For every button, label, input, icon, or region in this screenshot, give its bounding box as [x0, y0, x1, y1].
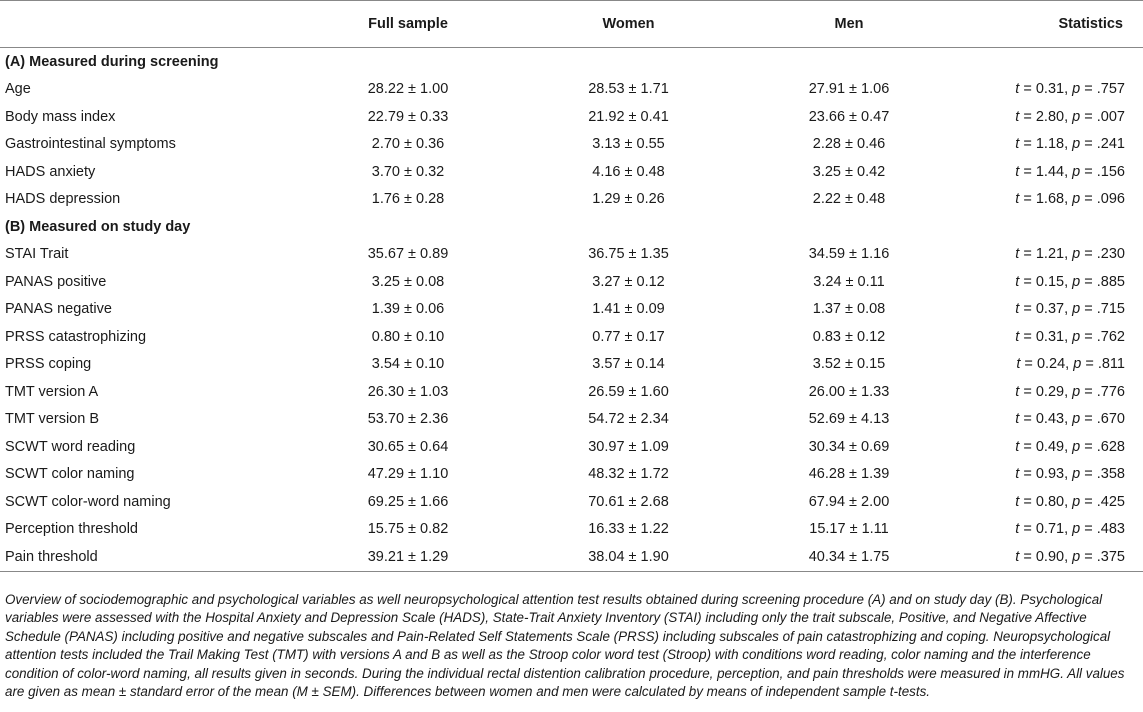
women-value: 28.53 ± 1.71 — [588, 81, 669, 98]
men-value: 2.22 ± 0.48 — [812, 191, 886, 208]
row-label: TMT version A — [5, 383, 99, 400]
women-value: 36.75 ± 1.35 — [588, 246, 669, 263]
men-value: 46.28 ± 1.39 — [808, 466, 890, 483]
table-row — [0, 351, 1143, 379]
header-women: Women — [518, 1, 739, 48]
section-row — [0, 213, 1143, 241]
row-label: TMT version B — [5, 411, 100, 428]
men-value: 26.00 ± 1.33 — [808, 383, 890, 400]
table-row — [0, 241, 1143, 269]
women-value: 3.13 ± 0.55 — [592, 136, 665, 153]
row-label: Perception threshold — [5, 521, 138, 538]
women-value: 21.92 ± 0.41 — [588, 108, 669, 125]
table-row — [0, 461, 1143, 489]
statistics-value: t = 0.43, p = .670 — [1015, 411, 1125, 428]
section-title: (A) Measured during screening — [5, 53, 219, 70]
row-label: PRSS coping — [5, 356, 92, 373]
t-value: 0.15 — [1035, 273, 1065, 290]
table-row — [0, 158, 1143, 186]
women-value: 70.61 ± 2.68 — [588, 493, 669, 510]
t-value: 1.44 — [1035, 163, 1065, 180]
men-value: 52.69 ± 4.13 — [808, 411, 890, 428]
full-sample-value: 3.70 ± 0.32 — [371, 163, 445, 180]
men-value: 1.37 ± 0.08 — [812, 301, 886, 318]
full-sample-value: 0.80 ± 0.10 — [371, 328, 445, 345]
p-value: .670 — [1096, 411, 1125, 428]
t-value: 0.49 — [1035, 438, 1065, 455]
t-value: 1.68 — [1035, 191, 1065, 208]
p-value: .811 — [1097, 356, 1125, 373]
row-label: Pain threshold — [0, 543, 298, 571]
t-value: 0.90 — [1035, 548, 1065, 565]
women-value: 3.57 ± 0.14 — [592, 356, 665, 373]
men-value: 0.83 ± 0.12 — [812, 328, 886, 345]
t-value: 2.80 — [1035, 108, 1065, 125]
t-value: 0.31 — [1035, 81, 1065, 98]
statistics-value: t = 0.90, p = .375 — [959, 543, 1143, 571]
full-sample-value: 47.29 ± 1.10 — [367, 466, 449, 483]
table-row — [0, 268, 1143, 296]
statistics-value: t = 1.68, p = .096 — [1015, 191, 1125, 208]
men-value: 23.66 ± 0.47 — [808, 108, 890, 125]
full-sample-value: 30.65 ± 0.64 — [367, 438, 449, 455]
t-value: 0.37 — [1035, 301, 1065, 318]
men-value: 40.34 ± 1.75 — [739, 543, 959, 571]
header-statistics: Statistics — [959, 1, 1143, 48]
row-label: HADS anxiety — [5, 163, 96, 180]
full-sample-value: 26.30 ± 1.03 — [367, 383, 449, 400]
men-value: 67.94 ± 2.00 — [808, 493, 890, 510]
full-sample-value: 3.54 ± 0.10 — [371, 356, 445, 373]
t-value: 0.80 — [1035, 493, 1065, 510]
table-row — [0, 103, 1143, 131]
section-row — [0, 48, 1143, 76]
row-label: Gastrointestinal symptoms — [5, 136, 176, 153]
women-value: 54.72 ± 2.34 — [588, 411, 669, 428]
statistics-value: t = 0.37, p = .715 — [1015, 301, 1125, 318]
men-value: 34.59 ± 1.16 — [808, 246, 890, 263]
row-label: PRSS catastrophizing — [5, 328, 147, 345]
men-value: 27.91 ± 1.06 — [808, 81, 890, 98]
table-row — [0, 296, 1143, 324]
full-sample-value: 15.75 ± 0.82 — [367, 521, 449, 538]
row-label: HADS depression — [5, 191, 121, 208]
men-value: 3.25 ± 0.42 — [812, 163, 886, 180]
p-value: .375 — [1096, 548, 1125, 565]
statistics-value: t = 0.93, p = .358 — [1015, 466, 1125, 483]
table-row — [0, 186, 1143, 214]
full-sample-value: 22.79 ± 0.33 — [367, 108, 449, 125]
section-title: (B) Measured on study day — [5, 218, 191, 235]
full-sample-value: 2.70 ± 0.36 — [371, 136, 445, 153]
women-value: 3.27 ± 0.12 — [592, 273, 665, 290]
statistics-value: t = 0.31, p = .757 — [1015, 81, 1125, 98]
p-value: .007 — [1096, 108, 1125, 125]
row-label: STAI Trait — [5, 246, 69, 263]
row-label: Age — [5, 81, 31, 98]
statistics-value: t = 1.18, p = .241 — [1015, 136, 1125, 153]
full-sample-value: 53.70 ± 2.36 — [367, 411, 449, 428]
table-row — [0, 406, 1143, 434]
table-row — [0, 323, 1143, 351]
women-value: 26.59 ± 1.60 — [588, 383, 669, 400]
statistics-value: t = 1.44, p = .156 — [1015, 163, 1125, 180]
t-value: 0.43 — [1035, 411, 1065, 428]
t-value: 0.29 — [1035, 383, 1065, 400]
t-value: 1.21 — [1035, 246, 1065, 263]
men-value: 15.17 ± 1.11 — [809, 521, 889, 538]
men-value: 2.28 ± 0.46 — [812, 136, 886, 153]
statistics-value: t = 0.71, p = .483 — [1015, 521, 1125, 538]
row-label: Body mass index — [5, 108, 116, 125]
row-label: PANAS positive — [5, 273, 107, 290]
statistics-value: t = 0.31, p = .762 — [1015, 328, 1125, 345]
p-value: .762 — [1096, 328, 1125, 345]
full-sample-value: 39.21 ± 1.29 — [298, 543, 518, 571]
full-sample-value: 69.25 ± 1.66 — [367, 493, 449, 510]
men-value: 3.52 ± 0.15 — [812, 356, 886, 373]
t-value: 0.24 — [1036, 356, 1066, 373]
header-full-sample: Full sample — [298, 1, 518, 48]
men-value: 3.24 ± 0.11 — [813, 273, 885, 290]
women-value: 16.33 ± 1.22 — [588, 521, 669, 538]
row-label: SCWT color-word naming — [5, 493, 171, 510]
men-value: 30.34 ± 0.69 — [808, 438, 890, 455]
p-value: .715 — [1096, 301, 1125, 318]
women-value: 30.97 ± 1.09 — [588, 438, 669, 455]
women-value: 48.32 ± 1.72 — [588, 466, 669, 483]
p-value: .776 — [1096, 383, 1125, 400]
table-body — [0, 48, 1143, 572]
statistics-value: t = 1.21, p = .230 — [1015, 246, 1125, 263]
p-value: .757 — [1096, 81, 1125, 98]
statistics-value: t = 0.80, p = .425 — [1015, 493, 1125, 510]
table-header — [0, 1, 1143, 48]
women-value: 1.29 ± 0.26 — [592, 191, 665, 208]
women-value: 1.41 ± 0.09 — [592, 301, 665, 318]
header-row — [0, 1, 1143, 48]
statistics-value: t = 2.80, p = .007 — [1015, 108, 1125, 125]
table-row — [0, 516, 1143, 544]
full-sample-value: 35.67 ± 0.89 — [367, 246, 449, 263]
full-sample-value: 28.22 ± 1.00 — [367, 81, 449, 98]
p-value: .358 — [1096, 466, 1125, 483]
p-value: .156 — [1096, 163, 1125, 180]
table-row — [0, 131, 1143, 159]
women-value: 38.04 ± 1.90 — [518, 543, 739, 571]
statistics-value: t = 0.49, p = .628 — [1015, 438, 1125, 455]
women-value: 0.77 ± 0.17 — [592, 328, 665, 345]
table-row — [0, 488, 1143, 516]
header-men: Men — [739, 1, 959, 48]
t-value: 1.18 — [1035, 136, 1065, 153]
p-value: .230 — [1096, 246, 1125, 263]
row-label: SCWT color naming — [5, 466, 135, 483]
p-value: .483 — [1096, 521, 1125, 538]
row-label: SCWT word reading — [5, 438, 136, 455]
p-value: .096 — [1096, 191, 1125, 208]
full-sample-value: 3.25 ± 0.08 — [371, 273, 445, 290]
header-variable — [0, 1, 298, 48]
table-row — [0, 378, 1143, 406]
p-value: .241 — [1096, 136, 1125, 153]
p-value: .885 — [1096, 273, 1125, 290]
t-value: 0.71 — [1035, 521, 1065, 538]
full-sample-value: 1.39 ± 0.06 — [371, 301, 445, 318]
p-value: .425 — [1096, 493, 1125, 510]
women-value: 4.16 ± 0.48 — [592, 163, 665, 180]
t-value: 0.93 — [1035, 466, 1065, 483]
p-value: .628 — [1096, 438, 1125, 455]
table-row — [0, 433, 1143, 461]
statistics-value: t = 0.29, p = .776 — [1015, 383, 1125, 400]
full-sample-value: 1.76 ± 0.28 — [371, 191, 445, 208]
row-label: PANAS negative — [5, 301, 112, 318]
statistics-value: t = 0.24, p = .811 — [1016, 356, 1125, 373]
table-row — [0, 76, 1143, 104]
table-footnote: Overview of sociodemographic and psychological variables as well neuropsychological attention test results obtained during screening procedure (A) and on study day (B). Psychological variables were assessed with the Hospital Anxiety and Depression Scale (HADS), State-Trait Anxiety Inventory (STAI) including only the trait subscale, Positive, and Negative Affective Schedule (PANAS) including positive and negative subscales and Pain-Related Self Statements Scale (PRSS) including subscales of pain catastrophizing and coping. Neuropsychological attention tests included the Trail Making Test (TMT) with versions A and B as well as the Stroop color word test (Stroop) with conditions word reading, color naming and the interference condition of color-word naming, all results given in seconds. During the individual rectal distention calibration procedure, perception, and pain thresholds were measured in mmHG. All values are given as mean ± standard error of the mean (M ± SEM). Differences between women and men were calculated by means of independent sample t-tests. — [5, 592, 1125, 700]
t-value: 0.31 — [1035, 328, 1065, 345]
table-row — [0, 543, 1143, 571]
statistics-value: t = 0.15, p = .885 — [1015, 273, 1125, 290]
